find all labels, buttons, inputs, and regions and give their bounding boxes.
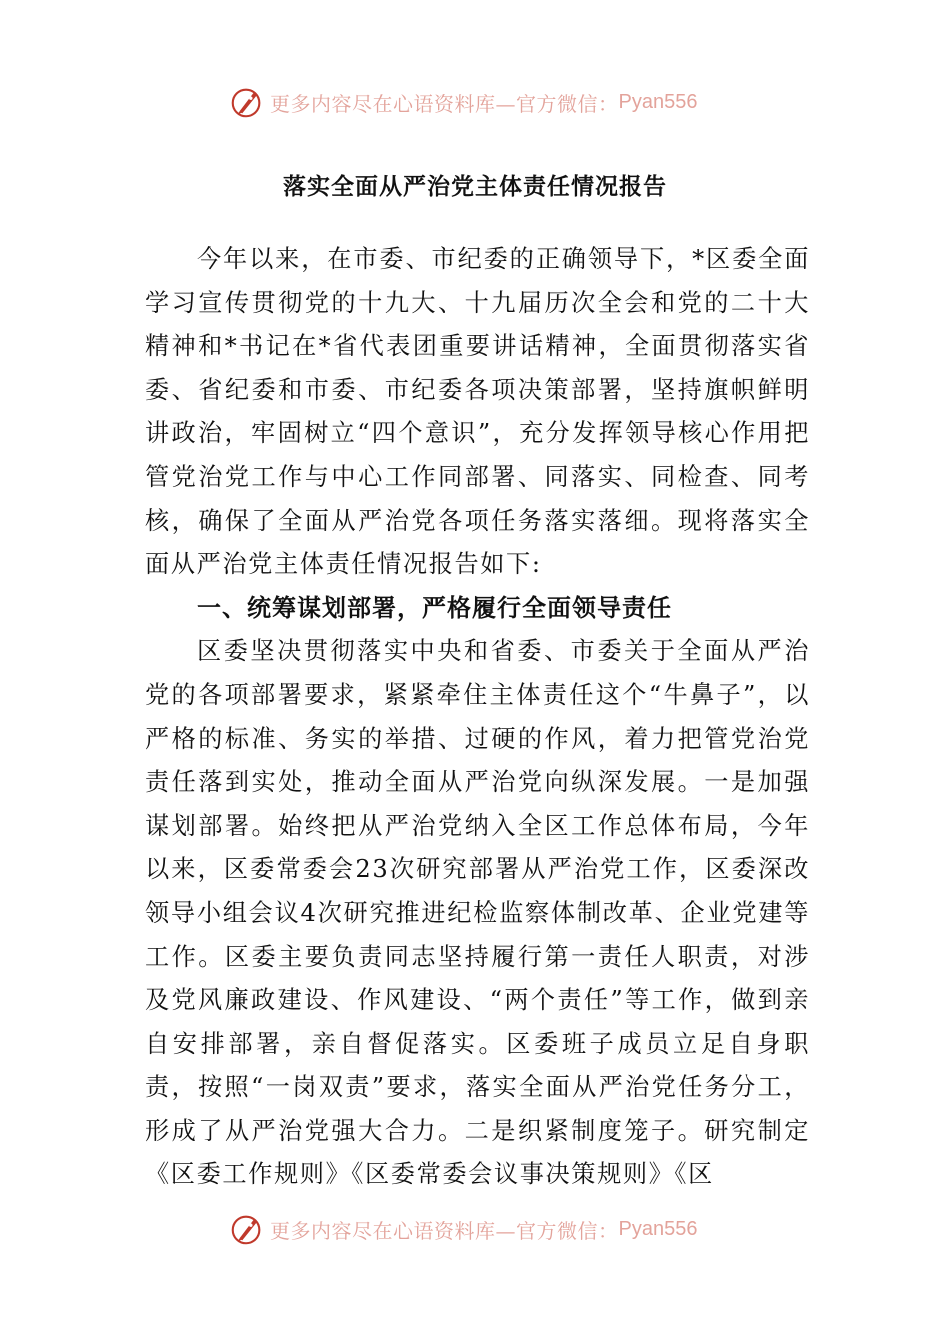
watermark-banner-top [228, 82, 697, 122]
watermark-banner-bottom [228, 1209, 697, 1249]
intro-paragraph: 今年以来，在市委、市纪委的正确领导下，*区委全面学习宣传贯彻党的十九大、十九届历次全会和党的二十大精神和*书记在*省代表团重要讲话精神，全面贯彻落实省委、省纪委和市委、市纪委各项决策部署，坚持旗帜鲜明讲政治，牢固树立“四个意识”，充分发挥领导核心作用把管党治党工作与中心工作同部署、同落实、同检查、同考核，确保了全面从严治党各项任务落实落细。现将落实全面从严治党主体责任情况报告如下: [145, 245, 810, 579]
section-heading: 一、统筹谋划部署，严格履行全面领导责任 [197, 593, 672, 622]
watermark-text: 更多内容尽在心语资料库—官方微信： [270, 1218, 619, 1243]
document-title: 落实全面从严治党主体责任情况报告 [283, 174, 667, 200]
pen-nib-circle-icon [228, 1210, 266, 1248]
document-body [145, 238, 810, 1197]
watermark-handle: Pyan556 [618, 1217, 698, 1240]
watermark-handle: Pyan556 [618, 90, 698, 113]
pen-nib-circle-icon [228, 83, 266, 121]
watermark-text: 更多内容尽在心语资料库—官方微信： [270, 91, 619, 116]
section-paragraph: 区委坚决贯彻落实中央和省委、市委关于全面从严治党的各项部署要求，紧紧牵住主体责任这个“牛鼻子”，以严格的标准、务实的举措、过硬的作风，着力把管党治党责任落到实处，推动全面从严治党向纵深发展。一是加强谋划部署。始终把从严治党纳入全区工作总体布局，今年以来，区委常委会23次研究部署从严治党工作，区委深改领导小组会议4次研究推进纪检监察体制改革、企业党建等工作。区委主要负责同志坚持履行第一责任人职责，对涉及党风廉政建设、作风建设、“两个责任”等工作，做到亲自安排部署，亲自督促落实。区委班子成员立足自身职责，按照“一岗双责”要求，落实全面从严治党任务分工，形成了从严治党强大合力。二是织紧制度笼子。研究制定《区委工作规则》《区委常委会议事决策规则》《区 [145, 637, 810, 1189]
